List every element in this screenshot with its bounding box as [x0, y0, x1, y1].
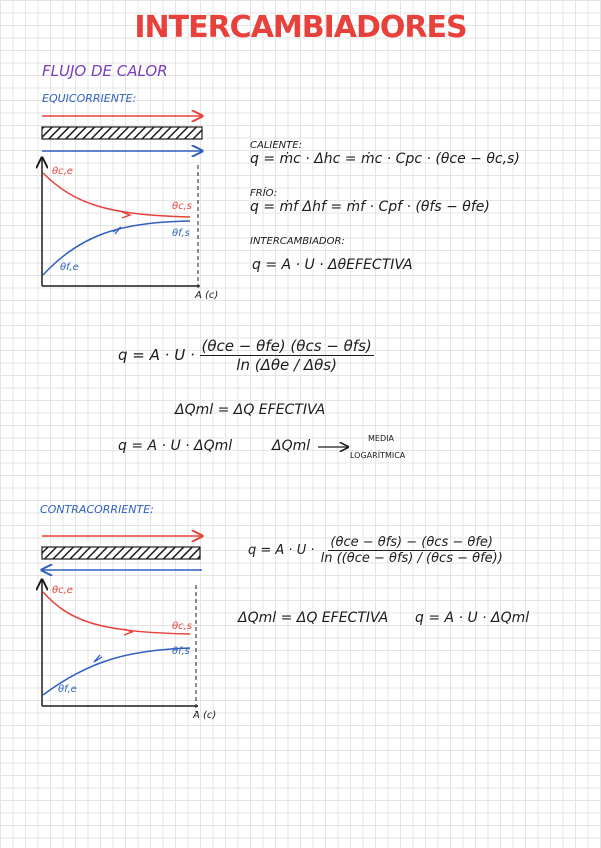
label-cold-in: θf,e: [58, 684, 77, 695]
wall-hatched: [42, 127, 202, 139]
dqml-note-logaritmica: LOGARÍTMICA: [350, 451, 406, 460]
hot-curve: [43, 173, 193, 217]
main-formula-lhs: q = A · U ·: [118, 346, 195, 364]
frio-formula: q = ṁf Δhf = ṁf · Cpf · (θfs − θfe): [250, 199, 490, 215]
label-hot-out: θc,s: [172, 201, 193, 212]
contracorriente-formula-lhs: q = A · U ·: [248, 543, 315, 558]
contracorriente-heading: CONTRACORRIENTE:: [40, 503, 154, 516]
label-hot-in: θc,e: [52, 166, 73, 177]
contracorriente-q-dqml-equation: q = A · U · ΔQml: [415, 610, 530, 626]
caliente-label: CALIENTE:: [250, 140, 302, 151]
wall-hatched: [42, 547, 200, 559]
intercambiador-label: INTERCAMBIADOR:: [250, 236, 345, 247]
contracorriente-dqml-equation: ΔQml = ΔQ EFECTIVA: [238, 610, 389, 626]
hot-curve: [43, 592, 193, 634]
equicorriente-flow-diagram: [42, 116, 202, 151]
main-formula: [118, 337, 374, 374]
main-formula-denominator: ln (Δθe / Δθs): [236, 356, 337, 374]
label-cold-out: θf,s: [172, 646, 190, 657]
contracorriente-formula: [248, 535, 505, 566]
contracorriente-formula-fraction: [319, 535, 505, 566]
page-title: INTERCAMBIADORES: [134, 10, 467, 45]
label-cold-in: θf,e: [60, 262, 79, 273]
dqml-note-media: MEDIA: [368, 434, 394, 443]
main-formula-numerator: (θce − θfe) (θcs − θfs): [201, 337, 372, 355]
x-axis-label: A (c): [195, 290, 219, 301]
frio-label: FRÍO:: [250, 188, 278, 199]
dqml-equation: ΔQml = ΔQ EFECTIVA: [175, 402, 326, 418]
main-formula-fraction: [200, 337, 374, 374]
label-hot-out: θc,s: [172, 621, 193, 632]
label-cold-out: θf,s: [172, 228, 190, 239]
contracorriente-flow-diagram: [42, 536, 202, 570]
cold-curve-arrow: [113, 227, 121, 234]
cold-curve-arrow: [94, 655, 102, 662]
label-hot-in: θc,e: [52, 585, 73, 596]
section-heading: FLUJO DE CALOR: [42, 62, 168, 80]
dqml-arrow-label: ΔQml: [272, 438, 311, 454]
intercambiador-formula: q = A · U · ΔθEFECTIVA: [252, 257, 413, 273]
equicorriente-heading: EQUICORRIENTE:: [42, 92, 137, 105]
contracorriente-formula-denominator: ln ((θce − θfs) / (θcs − θfe)): [320, 551, 503, 566]
x-axis-label: A (c): [193, 710, 217, 721]
contracorriente-formula-numerator: (θce − θfs) − (θcs − θfe): [330, 535, 493, 550]
q-dqml-equation: q = A · U · ΔQml: [118, 438, 233, 454]
caliente-formula: q = ṁc · Δhc = ṁc · Cpc · (θce − θc,s): [250, 151, 520, 167]
